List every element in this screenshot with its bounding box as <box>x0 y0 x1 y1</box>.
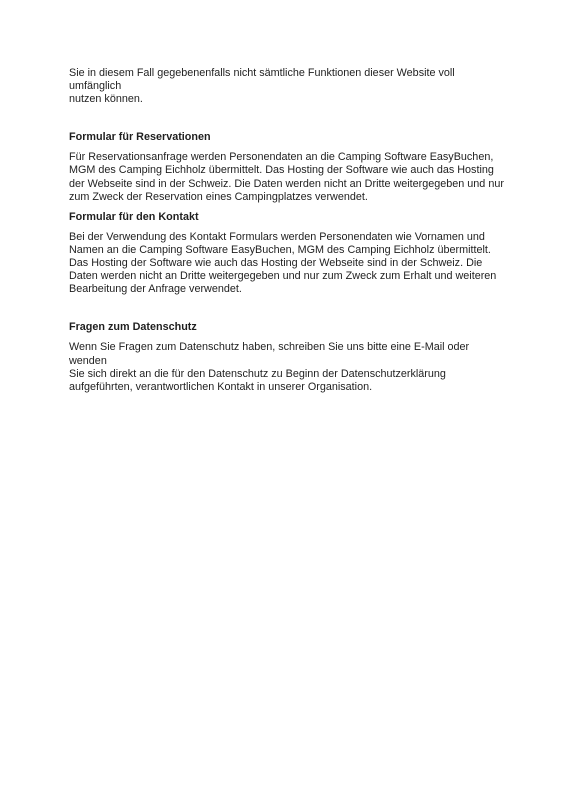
heading-formular-reservationen: Formular für Reservationen <box>69 131 211 144</box>
paragraph-formular-kontakt: Bei der Verwendung des Kontakt Formulars werden Personendaten wie Vornamen und Namen an die Camping Software EasyBuchen, MGM des Camping Eichholz übermittelt. Das Hosting der Software wie auch das Hosting der Webseite sind in der Schweiz. Die Daten werden nicht an Dritte weitergegeben und nur zum Zweck zum Erhalt und weiteren Bearbeitung der Anfrage verwendet. <box>69 230 497 296</box>
paragraph-fragen-datenschutz: Wenn Sie Fragen zum Datenschutz haben, schreiben Sie uns bitte eine E-Mail oder wenden Sie sich direkt an die für den Datenschutz zu Beginn der Datenschutzerklärung aufgeführten, verantwortlichen Kontakt in unserer Organisation. <box>69 341 470 393</box>
heading-formular-kontakt: Formular für den Kontakt <box>69 210 199 223</box>
document-content <box>69 67 509 394</box>
paragraph-formular-reservationen: Für Reservationsanfrage werden Personendaten an die Camping Software EasyBuchen, MGM des Camping Eichholz übermittelt. Das Hosting der Software wie auch das Hosting der Webseite sind in der Schweiz. Die Daten werden nicht an Dritte weitergegeben und nur zum Zweck der Reservation eines Campingplatzes verwendet. <box>69 151 504 203</box>
heading-fragen-datenschutz: Fragen zum Datenschutz <box>69 321 197 334</box>
intro-paragraph: Sie in diesem Fall gegebenenfalls nicht sämtliche Funktionen dieser Website voll umfänglich nutzen können. <box>69 67 455 106</box>
